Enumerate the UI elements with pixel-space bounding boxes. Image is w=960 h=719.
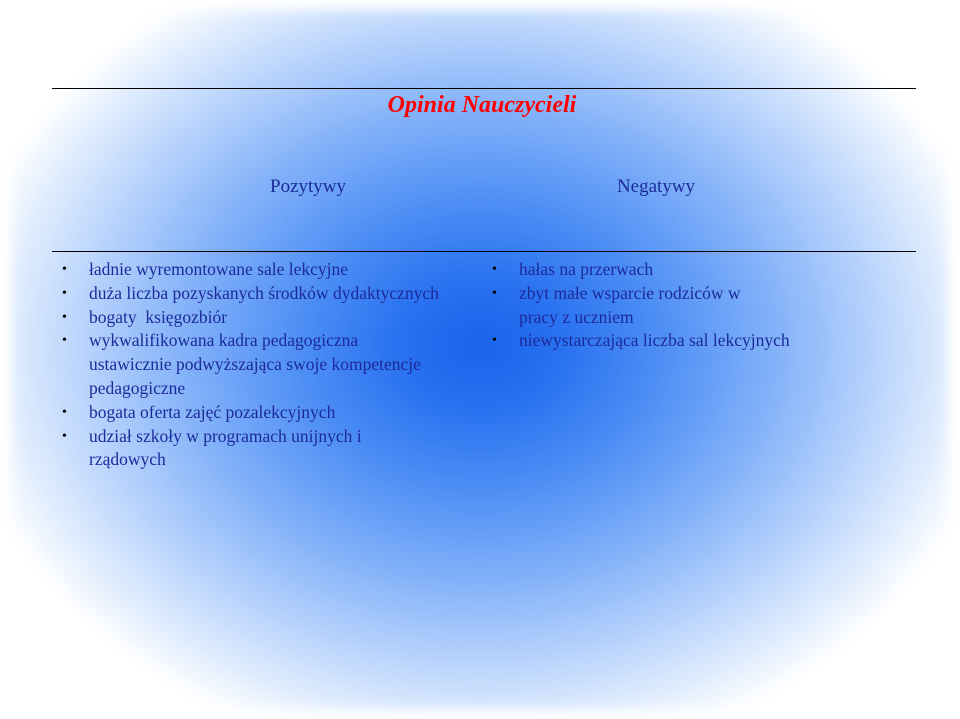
- list-item-text: ładnie wyremontowane sale lekcyjne: [89, 259, 348, 279]
- list-item: [62, 329, 442, 400]
- bullet-icon: •: [62, 285, 67, 301]
- negative-header: Negatywy: [616, 176, 696, 197]
- bullet-icon: •: [62, 262, 67, 277]
- bullet-icon: •: [492, 262, 497, 277]
- slide-title: Opinia Nauczycieli: [387, 92, 577, 118]
- list-item: [62, 282, 442, 306]
- list-item: [492, 258, 892, 282]
- list-item-text: niewystarczająca liczba sal lekcyjnych: [519, 330, 790, 351]
- list-item-text: wykwalifikowana kadra pedagogiczna ustawicznie podwyższająca swoje kompetencje pedagogiczne: [89, 330, 421, 398]
- list-item-text: hałas na przerwach: [519, 259, 654, 279]
- list-item-text: udział szkoły w programach unijnych i rządowych: [89, 425, 362, 470]
- bullet-icon: •: [62, 404, 67, 420]
- bullet-icon: •: [492, 333, 497, 349]
- table-divider: [52, 251, 916, 252]
- list-item: [62, 258, 442, 282]
- positive-header: Pozytywy: [270, 176, 346, 197]
- bullet-icon: •: [62, 333, 67, 349]
- list-item: [62, 425, 442, 473]
- list-item: [62, 306, 442, 330]
- list-item-text: duża liczba pozyskanych środków dydaktycznych: [89, 282, 439, 303]
- bullet-icon: •: [62, 309, 67, 325]
- list-item-text: bogaty księgozbiór: [89, 306, 228, 327]
- bullet-icon: •: [492, 285, 497, 301]
- bullet-icon: •: [62, 428, 67, 444]
- list-item: [62, 401, 442, 425]
- positive-list: [62, 258, 442, 472]
- list-item-text: bogata oferta zajęć pozalekcyjnych: [89, 401, 336, 422]
- negative-list: [492, 258, 892, 353]
- top-divider: [52, 88, 916, 89]
- list-item: [492, 282, 892, 330]
- list-item: [492, 329, 892, 353]
- list-item-text: zbyt małe wsparcie rodziców w pracy z uczniem: [519, 282, 741, 327]
